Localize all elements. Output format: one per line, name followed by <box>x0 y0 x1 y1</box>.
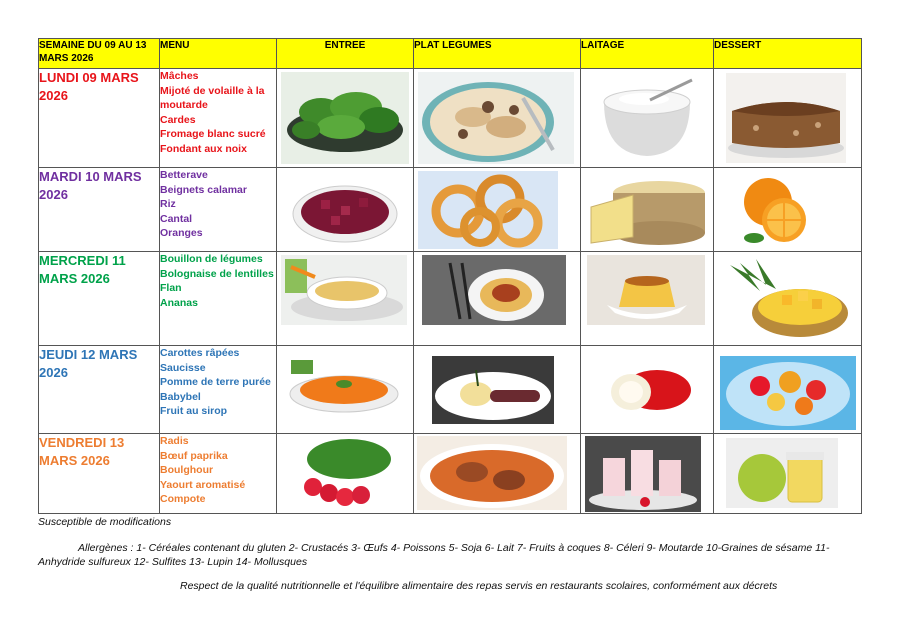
menu-item: Fruit au sirop <box>160 405 228 417</box>
radish-icon <box>291 437 395 509</box>
beef-paprika-icon <box>417 436 567 510</box>
entree-image <box>277 168 414 252</box>
menu-item: Beignets calamar <box>160 183 247 196</box>
laitage-image <box>581 69 714 168</box>
day-label: MARDI 10 MARS 2026 <box>39 168 160 252</box>
menu-item: Yaourt aromatisé <box>160 478 246 491</box>
menu-table <box>38 38 862 514</box>
menu-item: Radis <box>160 435 189 447</box>
fruit-salad-icon <box>720 356 856 430</box>
menu-item: Saucisse <box>160 361 206 374</box>
beetroot-icon <box>291 178 399 244</box>
entree-image <box>277 434 414 514</box>
calamari-rings-icon <box>418 171 558 249</box>
laitage-image <box>581 346 714 434</box>
menu-item: Fondant aux noix <box>160 142 247 155</box>
menu-item: Flan <box>160 282 182 294</box>
menu-item: Mâches <box>160 70 199 82</box>
dessert-image <box>714 346 862 434</box>
sausage-mash-icon <box>432 356 554 424</box>
day-label: JEUDI 12 MARS 2026 <box>39 346 160 434</box>
plat-header: PLAT LEGUMES <box>414 39 581 69</box>
menu-items <box>160 434 277 514</box>
menu-item: Bouillon de légumes <box>160 253 263 265</box>
plat-image <box>414 252 581 346</box>
menu-items <box>160 168 277 252</box>
day-row-mercredi <box>39 252 862 346</box>
broth-icon <box>281 255 407 325</box>
menu-header: MENU <box>160 39 277 69</box>
dessert-image <box>714 434 862 514</box>
yogurt-glasses-icon <box>585 436 701 512</box>
menu-item: Fromage blanc sucré <box>160 128 266 140</box>
menu-item: Cantal <box>160 212 193 225</box>
dessert-image <box>714 252 862 346</box>
menu-items <box>160 69 277 168</box>
menu-item: Betterave <box>160 169 208 181</box>
day-row-vendredi <box>39 434 862 514</box>
menu-item: Cardes <box>160 113 196 126</box>
menu-item: Babybel <box>160 390 201 403</box>
dessert-image <box>714 69 862 168</box>
spaghetti-icon <box>422 255 566 325</box>
entree-image <box>277 69 414 168</box>
laitage-image <box>581 434 714 514</box>
plat-image <box>414 434 581 514</box>
menu-item: Boulghour <box>160 464 214 476</box>
menu-item: Riz <box>160 198 176 210</box>
menu-item: Oranges <box>160 227 203 239</box>
day-row-jeudi <box>39 346 862 434</box>
day-row-lundi <box>39 69 862 168</box>
plat-image <box>414 69 581 168</box>
menu-item: Compote <box>160 493 206 505</box>
plat-image <box>414 168 581 252</box>
plat-image <box>414 346 581 434</box>
day-label: LUNDI 09 MARS 2026 <box>39 69 160 168</box>
menu-item: Ananas <box>160 296 198 309</box>
allergens-line-2: Anhydride sulfureux 12- Sulfites 13- Lupin 14- Mollusques <box>38 556 308 568</box>
week-header: SEMAINE DU 09 AU 13 MARS 2026 <box>39 39 160 69</box>
grated-carrot-icon <box>287 358 401 418</box>
nutrition-note: Respect de la qualité nutritionnelle et l'équilibre alimentaire des repas servis en restaurants scolaires, conformément aux décrets <box>180 580 778 592</box>
day-row-mardi <box>39 168 862 252</box>
modifications-note: Susceptible de modifications <box>38 516 172 528</box>
pineapple-icon <box>720 255 852 343</box>
laitage-header: LAITAGE <box>581 39 714 69</box>
salad-icon <box>281 72 409 164</box>
fromage-blanc-icon <box>592 72 702 164</box>
babybel-icon <box>593 358 697 418</box>
day-label: MERCREDI 11 MARS 2026 <box>39 252 160 346</box>
apple-compote-icon <box>726 438 838 508</box>
cheese-wheel-icon <box>585 171 707 249</box>
laitage-image <box>581 252 714 346</box>
entree-image <box>277 346 414 434</box>
chicken-stew-icon <box>418 72 574 164</box>
walnut-cake-icon <box>726 73 846 163</box>
allergens-line-1: Allergènes : 1- Céréales contenant du gluten 2- Crustacés 3- Œufs 4- Poissons 5- Soja 6- Lait 7- Fruits à coques 8- Céleri 9- Moutarde 10-Graines de sésame 11- <box>78 542 830 554</box>
menu-item: Carottes râpées <box>160 347 240 359</box>
flan-icon <box>587 255 705 325</box>
menu-items <box>160 346 277 434</box>
dessert-header: DESSERT <box>714 39 862 69</box>
menu-item: Mijoté de volaille à la moutarde <box>160 84 265 111</box>
header-row <box>39 39 862 69</box>
laitage-image <box>581 168 714 252</box>
menu-item: Bolognaise de lentilles <box>160 267 274 280</box>
day-label: VENDREDI 13 MARS 2026 <box>39 434 160 514</box>
menu-item: Pomme de terre purée <box>160 376 271 388</box>
orange-icon <box>738 172 814 248</box>
dessert-image <box>714 168 862 252</box>
entree-header: ENTREE <box>277 39 414 69</box>
entree-image <box>277 252 414 346</box>
menu-item: Bœuf paprika <box>160 449 228 462</box>
menu-items <box>160 252 277 346</box>
